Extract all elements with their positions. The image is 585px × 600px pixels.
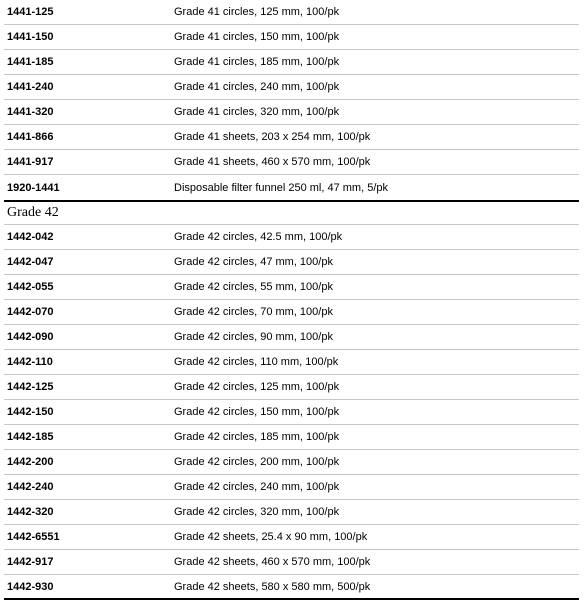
- section-grade-41: [4, 0, 579, 200]
- table-row: [4, 25, 579, 50]
- product-code: 1442-240: [7, 481, 54, 493]
- product-code: 1442-090: [7, 331, 54, 343]
- product-code: 1442-055: [7, 281, 54, 293]
- product-description: Grade 42 circles, 47 mm, 100/pk: [174, 256, 333, 268]
- table-row: [4, 50, 579, 75]
- table-row: [4, 500, 579, 525]
- product-code: 1442-047: [7, 256, 54, 268]
- table-row: [4, 125, 579, 150]
- product-description: Grade 41 circles, 320 mm, 100/pk: [174, 106, 340, 118]
- table-row: [4, 575, 579, 600]
- table-row: [4, 0, 579, 25]
- product-code: 1442-110: [7, 356, 53, 368]
- table-row: [4, 250, 579, 275]
- product-description: Grade 42 circles, 320 mm, 100/pk: [174, 506, 340, 518]
- table-row: [4, 100, 579, 125]
- product-code: 1442-917: [7, 556, 54, 568]
- table-row: [4, 325, 579, 350]
- product-list: [4, 0, 579, 600]
- product-description: Grade 42 sheets, 580 x 580 mm, 500/pk: [174, 580, 371, 593]
- product-description: Grade 42 circles, 125 mm, 100/pk: [174, 381, 340, 393]
- section-grade-42: [4, 200, 579, 600]
- table-row: [4, 175, 579, 200]
- product-description: Grade 41 sheets, 460 x 570 mm, 100/pk: [174, 156, 371, 168]
- section-title: Grade 42: [7, 205, 59, 220]
- product-description: Grade 42 circles, 200 mm, 100/pk: [174, 456, 340, 468]
- table-row: [4, 375, 579, 400]
- product-code: 1442-070: [7, 306, 54, 318]
- product-code: 1441-320: [7, 106, 54, 118]
- product-code: 1441-866: [7, 131, 54, 143]
- table-row: [4, 400, 579, 425]
- product-code: 1442-125: [7, 381, 54, 393]
- product-code: 1441-150: [7, 31, 54, 43]
- section-header: [4, 200, 579, 225]
- product-code: 1441-185: [7, 56, 54, 68]
- table-row: [4, 275, 579, 300]
- table-row: [4, 150, 579, 175]
- product-description: Grade 41 circles, 150 mm, 100/pk: [174, 31, 340, 43]
- product-code: 1442-042: [7, 231, 54, 243]
- product-code: 1441-917: [7, 156, 54, 168]
- product-code: 1442-6551: [7, 531, 60, 543]
- table-row: [4, 450, 579, 475]
- table-row: [4, 75, 579, 100]
- product-description: Grade 42 circles, 240 mm, 100/pk: [174, 481, 340, 493]
- product-description: Grade 42 sheets, 25.4 x 90 mm, 100/pk: [174, 531, 368, 543]
- product-description: Grade 42 circles, 42.5 mm, 100/pk: [174, 231, 343, 243]
- table-row: [4, 425, 579, 450]
- product-description: Grade 42 circles, 90 mm, 100/pk: [174, 331, 333, 343]
- product-description: Grade 42 circles, 110 mm, 100/pk: [174, 356, 339, 368]
- product-description: Grade 42 circles, 185 mm, 100/pk: [174, 431, 340, 443]
- product-description: Grade 41 circles, 185 mm, 100/pk: [174, 56, 340, 68]
- table-row: [4, 525, 579, 550]
- product-description: Disposable filter funnel 250 ml, 47 mm, 5/pk: [174, 181, 388, 194]
- product-code: 1442-320: [7, 506, 54, 518]
- product-description: Grade 41 circles, 240 mm, 100/pk: [174, 81, 340, 93]
- table-row: [4, 475, 579, 500]
- table-row: [4, 550, 579, 575]
- product-code: 1441-240: [7, 81, 54, 93]
- product-description: Grade 41 circles, 125 mm, 100/pk: [174, 6, 340, 18]
- product-description: Grade 42 circles, 150 mm, 100/pk: [174, 406, 340, 418]
- product-description: Grade 42 sheets, 460 x 570 mm, 100/pk: [174, 556, 371, 568]
- product-description: Grade 42 circles, 70 mm, 100/pk: [174, 306, 333, 318]
- product-code: 1442-200: [7, 456, 54, 468]
- product-code: 1442-185: [7, 431, 54, 443]
- table-row: [4, 225, 579, 250]
- product-code: 1920-1441: [7, 181, 60, 194]
- product-description: Grade 42 circles, 55 mm, 100/pk: [174, 281, 333, 293]
- table-row: [4, 350, 579, 375]
- product-description: Grade 41 sheets, 203 x 254 mm, 100/pk: [174, 131, 371, 143]
- product-code: 1442-150: [7, 406, 54, 418]
- product-code: 1441-125: [7, 6, 54, 18]
- table-row: [4, 300, 579, 325]
- product-code: 1442-930: [7, 580, 54, 593]
